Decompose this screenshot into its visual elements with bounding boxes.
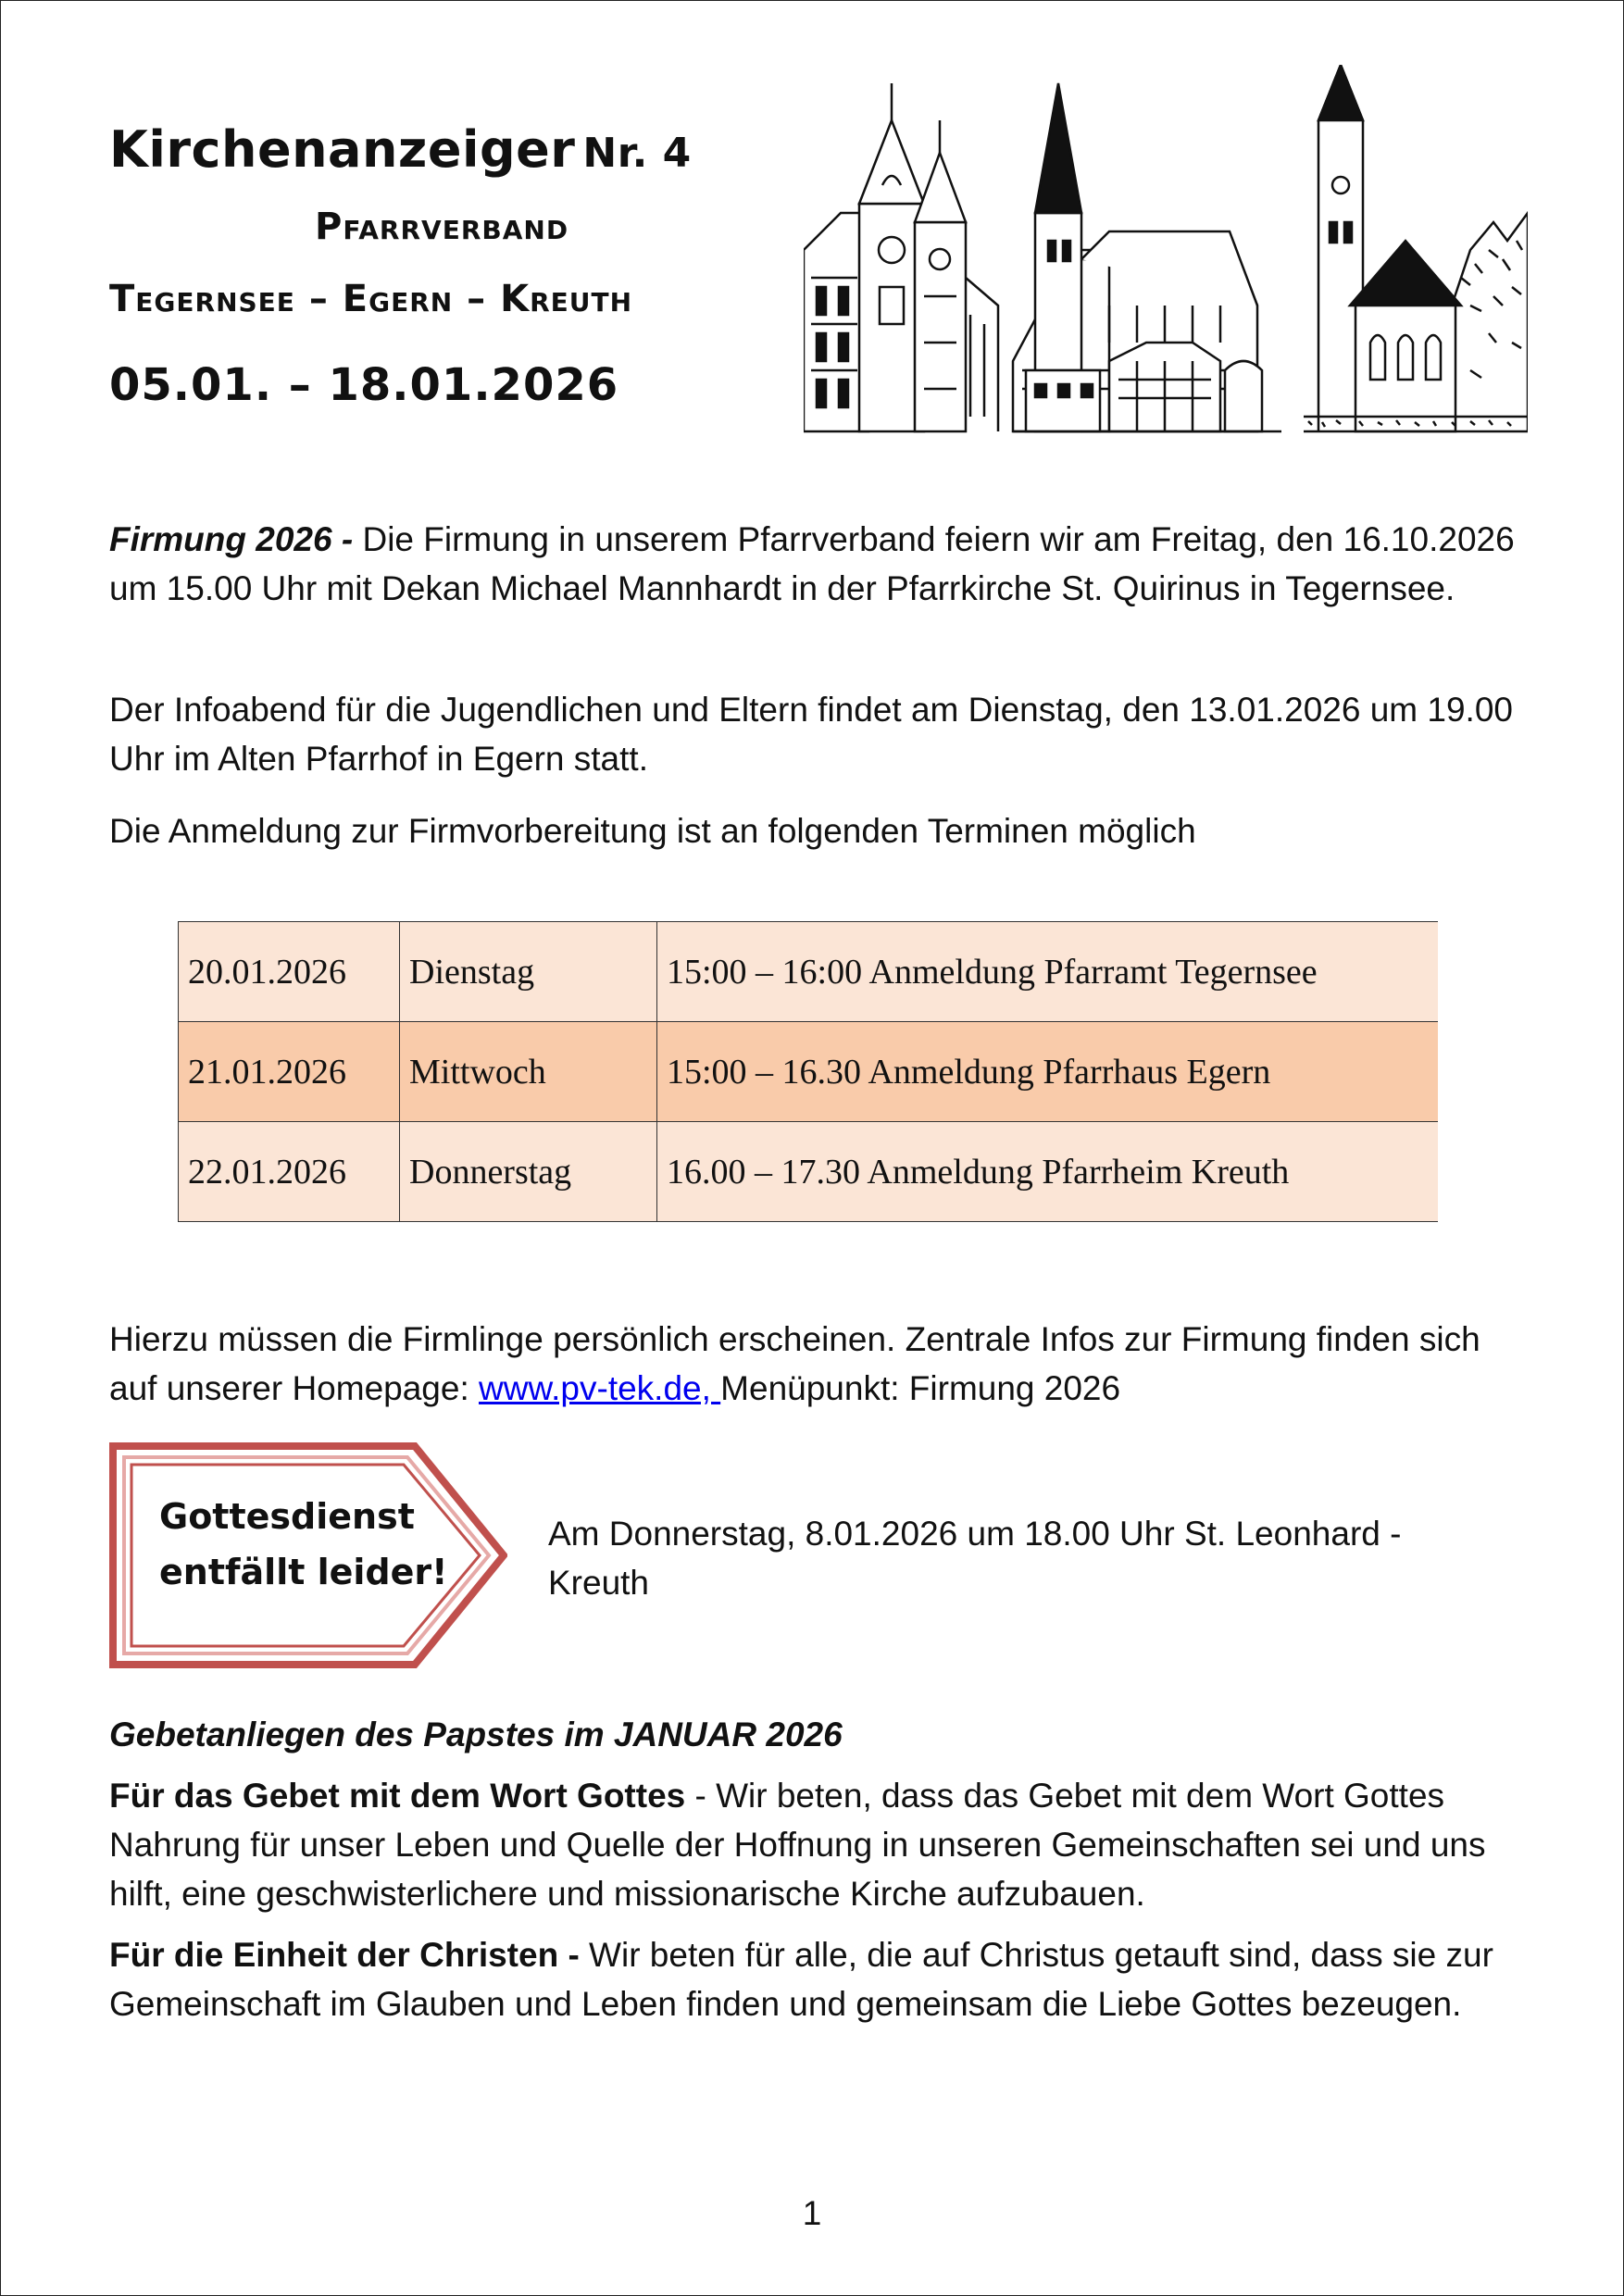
firmung-paragraph-4 <box>109 1315 1526 1413</box>
table-row <box>179 922 1439 1022</box>
church-tegernsee-drawing <box>804 83 998 431</box>
firmung-paragraph-1 <box>109 515 1526 613</box>
church-egern-drawing <box>1013 83 1281 431</box>
table-cell-date: 21.01.2026 <box>179 1022 400 1122</box>
firmung-paragraph-2: Der Infoabend für die Jugendlichen und Eltern findet am Dienstag, den 13.01.2026 um 19.00 Uhr im Alten Pfarrhof in Egern statt. <box>109 691 1513 778</box>
page-number: 1 <box>802 2194 822 2232</box>
issue-number: Nr. 4 <box>582 130 692 177</box>
prayer-heading <box>109 1710 1526 1759</box>
table-cell-day: Mittwoch <box>400 1022 657 1122</box>
table-cell-info: 15:00 – 16:00 Anmeldung Pfarramt Tegernsee <box>657 922 1439 1022</box>
firmung-paragraph-3: Die Anmeldung zur Firmvorbereitung ist an folgenden Terminen möglich <box>109 812 1196 850</box>
registration-table <box>178 921 1438 1222</box>
firmung-menu-text: Menüpunkt: Firmung 2026 <box>720 1369 1121 1407</box>
prayer-heading-text: Gebetanliegen des Papstes im JANUAR 2026 <box>109 1716 843 1753</box>
prayer-item-1-title: Für das Gebet mit dem Wort Gottes <box>109 1777 686 1815</box>
prayer-item-2-text: Wir beten für alle, die auf Christus getauft sind, dass sie zur Gemeinschaft im Glauben und Leben finden und gemeinsam die Liebe Gottes bezeugen. <box>109 1936 1493 2023</box>
title-main: Kirchenanzeiger <box>109 120 576 179</box>
bulletin-title <box>109 120 692 179</box>
date-range: 05.01. – 18.01.2026 <box>109 359 619 411</box>
sign-line-2: entfällt leider! <box>159 1552 448 1592</box>
prayer-item-2 <box>109 1930 1526 2028</box>
prayer-item-1 <box>109 1771 1526 1918</box>
table-cell-date: 22.01.2026 <box>179 1122 400 1222</box>
parish-association: Pfarrverband <box>315 206 569 248</box>
table-cell-date: 20.01.2026 <box>179 922 400 1022</box>
prayer-item-1-text: - Wir beten, dass das Gebet mit dem Wort Gottes Nahrung für unser Leben und Quelle der Hoffnung in unseren Gemeinschaften sei und uns hilft, eine geschwisterlichere und missionarische Kirche aufzubauen. <box>109 1777 1486 1913</box>
firmung-info-text: Hierzu müssen die Firmlinge persönlich erscheinen. Zentrale Infos zur Firmung finden sich auf unserer Homepage: <box>109 1320 1480 1407</box>
prayer-item-2-title: Für die Einheit der Christen - <box>109 1936 580 1974</box>
firmung-heading: Firmung 2026 - <box>109 520 354 558</box>
table-row <box>179 1122 1439 1222</box>
homepage-link[interactable]: www.pv-tek.de, <box>479 1369 721 1407</box>
cancelled-service-text: Am Donnerstag, 8.01.2026 um 18.00 Uhr St. Leonhard - Kreuth <box>548 1515 1402 1602</box>
table-cell-info: 16.00 – 17.30 Anmeldung Pfarrheim Kreuth <box>657 1122 1439 1222</box>
firmung-intro-text: Die Firmung in unserem Pfarrverband feiern wir am Freitag, den 16.10.2026 um 15.00 Uhr mit Dekan Michael Mannhardt in der Pfarrkirche St. Quirinus in Tegernsee. <box>109 520 1515 607</box>
sign-line-1: Gottesdienst <box>159 1496 415 1537</box>
table-cell-day: Dienstag <box>400 922 657 1022</box>
service-cancelled-sign <box>109 1442 507 1668</box>
table-cell-day: Donnerstag <box>400 1122 657 1222</box>
churches-illustration <box>804 65 1528 435</box>
church-kreuth-drawing <box>1304 65 1528 431</box>
table-cell-info: 15:00 – 16.30 Anmeldung Pfarrhaus Egern <box>657 1022 1439 1122</box>
table-row <box>179 1022 1439 1122</box>
parish-locations: Tegernsee – Egern – Kreuth <box>109 278 633 320</box>
